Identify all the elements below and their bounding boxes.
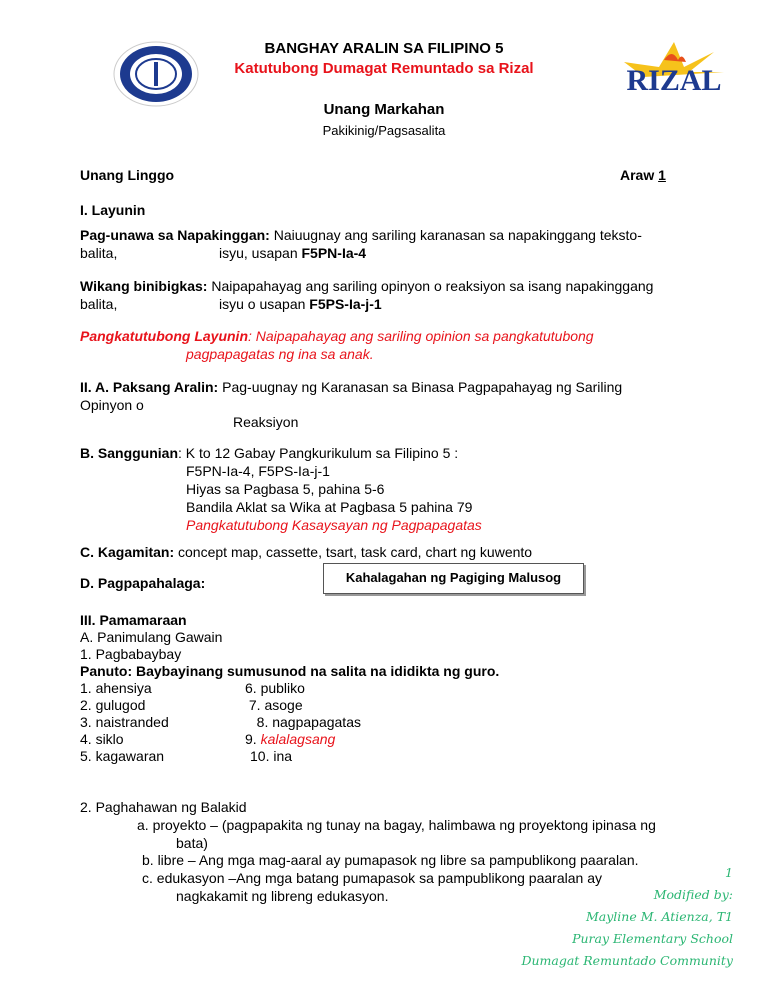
spelling-word: 9. kalalagsang xyxy=(245,731,336,747)
sanggunian: B. Sanggunian: K to 12 Gabay Pangkurikulum sa Filipino 5 : xyxy=(80,445,459,461)
paksang-aralin: II. A. Paksang Aralin: Pag-uugnay ng Karanasan sa Binasa Pagpapahayag ng Sariling xyxy=(80,379,623,395)
paksang-aralin-line3: Reaksiyon xyxy=(233,414,299,430)
footer-modified: Modified by: xyxy=(653,887,733,902)
objective-speaking: Wikang binibigkas: Naipapahayag ang sariling opinyon o reaksiyon sa isang napakinggang xyxy=(80,278,654,294)
doc-subtitle: Katutubong Dumagat Remuntado sa Rizal xyxy=(234,60,534,77)
paksang-aralin-line2: Opinyon o xyxy=(80,397,144,413)
spelling-word: 8. nagpapagatas xyxy=(245,714,361,730)
footer-author: Mayline M. Atienza, T1 xyxy=(585,909,733,924)
indigenous-objective: Pangkatutubong Layunin: Naipapahayag ang sariling opinion sa pangkatutubong xyxy=(80,328,594,344)
objective-listening-line2: balita, isyu, usapan F5PN-Ia-4 xyxy=(80,245,367,261)
spelling-word: 6. publiko xyxy=(245,680,305,696)
paghahawan-heading: 2. Paghahawan ng Balakid xyxy=(80,799,247,815)
page-number: 1 xyxy=(725,865,733,880)
day-number: 1 xyxy=(658,167,666,183)
reference-item: Bandila Aklat sa Wika at Pagbasa 5 pahina 79 xyxy=(186,499,473,515)
value-box: Kahalagahan ng Pagiging Malusog xyxy=(323,563,584,594)
quarter-heading: Unang Markahan xyxy=(323,101,445,118)
skill-heading: Pakikinig/Pagsasalita xyxy=(322,123,446,138)
day-label: Araw 1 xyxy=(620,167,666,183)
kagamitan: C. Kagamitan: concept map, cassette, tsart, task card, chart ng kuwento xyxy=(80,544,533,560)
objective-listening: Pag-unawa sa Napakinggan: Naiuugnay ang sariling karanasan sa napakinggang teksto- xyxy=(80,227,642,243)
vocab-item-cont: bata) xyxy=(176,835,208,851)
reference-item: Hiyas sa Pagbasa 5, pahina 5-6 xyxy=(186,481,385,497)
vocab-item: c. edukasyon –Ang mga batang pumapasok sa pampublikong paaralan ay xyxy=(142,870,602,886)
footer-school: Puray Elementary School xyxy=(572,931,733,946)
spelling-word: 2. gulugod xyxy=(80,697,146,713)
pamamaraan-heading: III. Pamamaraan xyxy=(80,612,187,628)
spelling-word: 5. kagawaran xyxy=(80,748,165,764)
spelling-word: 7. asoge xyxy=(245,697,303,713)
objective-speaking-line2: balita, isyu o usapan F5PS-Ia-j-1 xyxy=(80,296,382,312)
vocab-item: b. libre – Ang mga mag-aaral ay pumapasok ng libre sa pampublikong paaralan. xyxy=(142,852,639,868)
pagpapahalaga-label: D. Pagpapahalaga: xyxy=(80,575,206,591)
spelling-word: 1. ahensiya xyxy=(80,680,152,696)
pagbabaybay: 1. Pagbabaybay xyxy=(80,646,182,662)
panimulang-gawain: A. Panimulang Gawain xyxy=(80,629,223,645)
spelling-word: 4. siklo xyxy=(80,731,124,747)
footer-community: Dumagat Remuntado Community xyxy=(521,953,733,968)
reference-item: Pangkatutubong Kasaysayan ng Pagpapagatas xyxy=(186,517,482,533)
reference-item: F5PN-Ia-4, F5PS-Ia-j-1 xyxy=(186,463,330,479)
svg-text:RIZAL: RIZAL xyxy=(626,64,722,97)
doc-title: BANGHAY ARALIN SA FILIPINO 5 xyxy=(264,40,504,57)
spelling-word: 3. naistranded xyxy=(80,714,169,730)
spelling-word: 10. ina xyxy=(250,748,293,764)
indigenous-objective-line2: pagpapagatas ng ina sa anak. xyxy=(186,346,374,362)
panuto: Panuto: Baybayinang sumusunod na salita na ididikta ng guro. xyxy=(80,663,500,679)
week-label: Unang Linggo xyxy=(80,167,175,183)
layunin-heading: I. Layunin xyxy=(80,202,146,218)
vocab-item-cont: nagkakamit ng libreng edukasyon. xyxy=(176,888,389,904)
vocab-item: a. proyekto – (pagpapakita ng tunay na bagay, halimbawa ng proyektong ipinasa ng xyxy=(137,817,656,833)
